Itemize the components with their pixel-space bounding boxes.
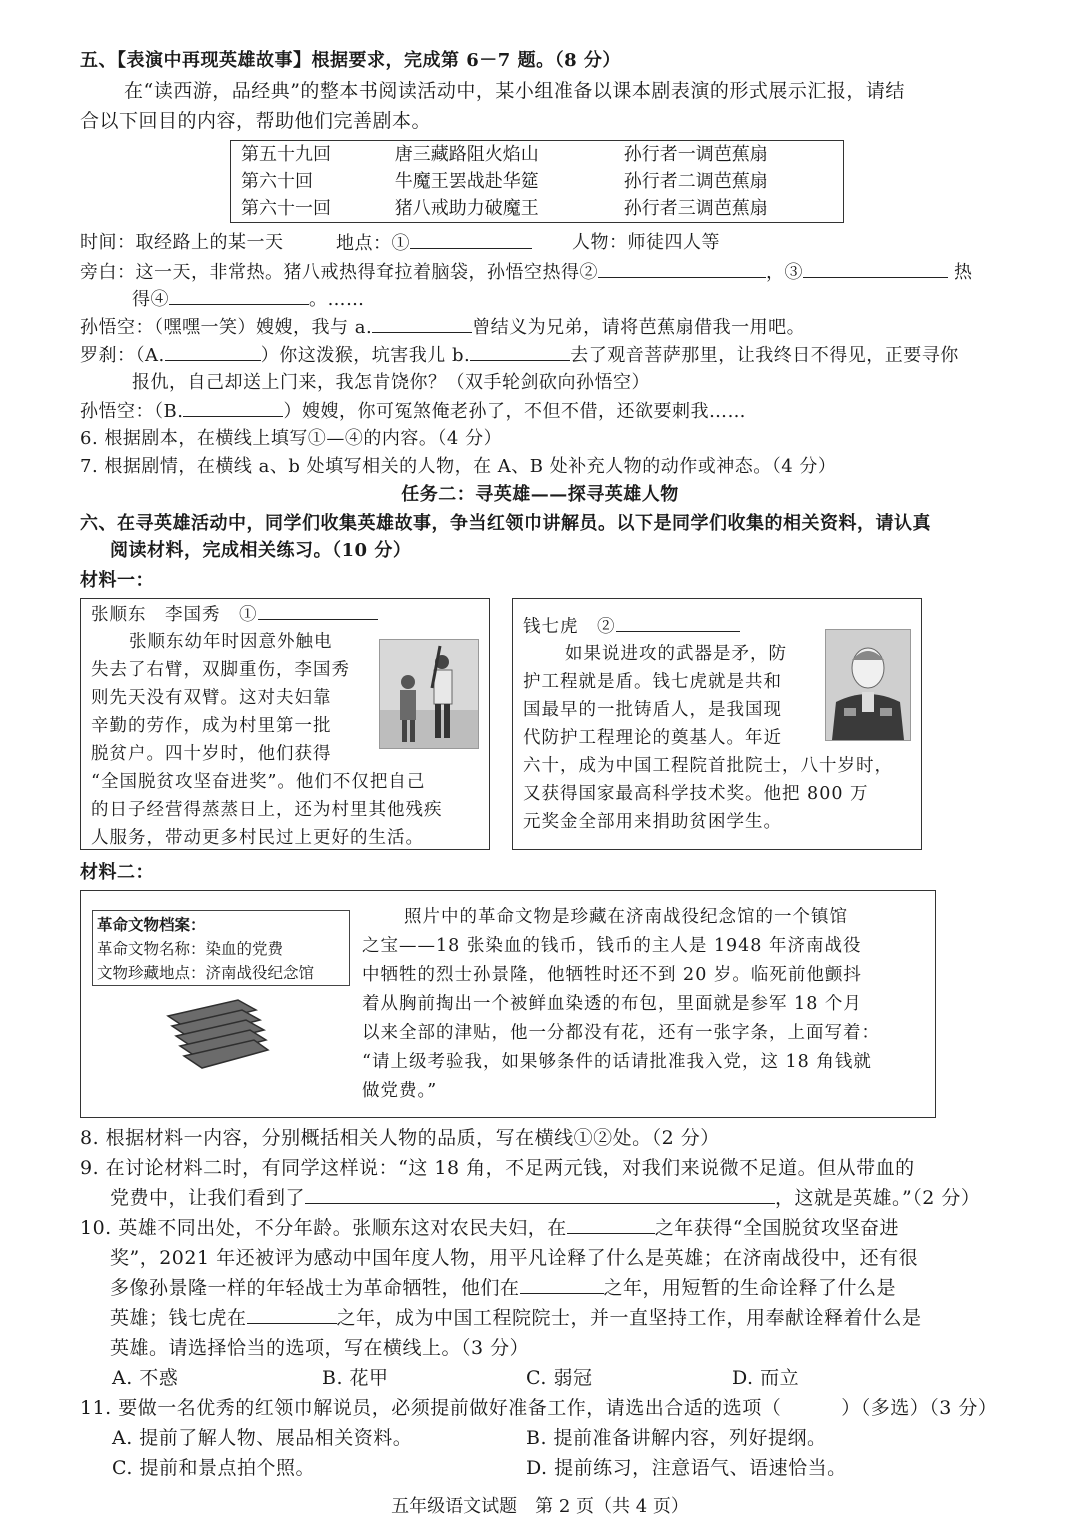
answer-blank[interactable] (470, 342, 570, 361)
archive-place: 文物珍藏地点：济南战役纪念馆 (97, 964, 315, 982)
answer-blank[interactable] (165, 342, 261, 361)
text: 党费中，让我们看到了 (110, 1187, 306, 1209)
mat2-line: 之宝——18 张染血的钱币，钱币的主人是 1948 年济南战役 (362, 936, 862, 956)
answer-blank[interactable] (169, 286, 309, 305)
chapter-a: 牛魔王罢战赴华筵 (394, 171, 539, 192)
text: ）你这泼猴，坑害我儿 b. (260, 345, 471, 366)
text: 罗刹：（A. (80, 345, 165, 366)
mat2-line: 中牺牲的烈士孙景隆，他牺牲时还不到 20 岁。临死前他颤抖 (362, 965, 862, 985)
script-time: 时间：取经路上的某一天 (80, 232, 284, 253)
archive-title: 革命文物档案： (97, 915, 206, 934)
farmers-photo (379, 639, 479, 749)
answer-blank[interactable] (410, 230, 532, 249)
place-label: 地点：① (336, 233, 410, 254)
chapter-a: 猪八戒助力破魔王 (394, 198, 539, 219)
task-2-title: 任务二：寻英雄——探寻英雄人物 (401, 484, 679, 505)
portrait-photo (825, 629, 911, 741)
q11-option-b[interactable]: B. 提前准备讲解内容，列好提纲。 (526, 1427, 827, 1449)
answer-blank[interactable] (598, 259, 766, 278)
text: 曾结义为兄弟，请将芭蕉扇借我一用吧。 (472, 317, 806, 338)
text: 之年，成为中国工程院院士，并一直坚持工作，用奉献诠释着什么是 (336, 1307, 922, 1329)
luocha-line-2: 报仇，自己却送上门来，我怎肯饶你？（双手轮剑砍向孙悟空） (132, 372, 650, 393)
answer-blank[interactable] (258, 601, 378, 620)
script-people: 人物：师徒四人等 (572, 232, 720, 253)
question-10-line-4 (110, 1305, 922, 1331)
text: ）（多选）（3 分） (841, 1397, 998, 1419)
mat2-line: 做党费。” (362, 1081, 438, 1101)
box2-line: 如果说进攻的武器是矛，防 (565, 644, 787, 664)
answer-blank[interactable] (183, 398, 283, 417)
chapter-b: 孙行者二调芭蕉扇 (623, 171, 768, 192)
text: 之年获得“全国脱贫攻坚奋进 (654, 1217, 899, 1239)
text: 10. 英雄不同出处，不分年龄。张顺东这对农民夫妇，在 (80, 1217, 567, 1239)
table-row (231, 168, 844, 195)
question-10-line-5: 英雄。请选择恰当的选项，写在横线上。（3 分） (110, 1337, 530, 1359)
answer-blank[interactable] (247, 1305, 337, 1324)
q6-heading-2: 阅读材料，完成相关练习。（10 分） (110, 540, 412, 561)
q11-option-d[interactable]: D. 提前练习，注意语气、语速恰当。 (526, 1457, 847, 1479)
chapter-no: 第六十一回 (241, 198, 331, 219)
material-1-box-qian (512, 598, 922, 850)
q10-option-b[interactable]: B. 花甲 (322, 1367, 389, 1389)
question-10-line-1 (80, 1215, 899, 1241)
text: ）嫂嫂，你可冤煞俺老孙了，不但不借，还欲要刺我…… (283, 401, 746, 422)
material-1-box-zhang (80, 598, 490, 850)
q5-intro-2: 合以下回目的内容，帮助他们完善剧本。 (80, 110, 432, 132)
q6-heading-1: 六、在寻英雄活动中，同学们收集英雄故事，争当红领巾讲解员。以下是同学们收集的相关资料，请认真 (80, 513, 931, 534)
q11-option-c[interactable]: C. 提前和景点拍个照。 (112, 1457, 315, 1479)
table-row (231, 195, 844, 223)
answer-blank[interactable] (803, 259, 948, 278)
script-place (336, 230, 532, 257)
question-10-line-3 (110, 1275, 896, 1301)
box1-title (91, 601, 378, 630)
q10-option-a[interactable]: A. 不惑 (112, 1367, 179, 1389)
chapter-b: 孙行者一调芭蕉扇 (623, 144, 768, 165)
mat2-line: 以来全部的津贴，他一分都没有花，还有一张字条，上面写着： (362, 1023, 880, 1043)
archive-name: 革命文物名称：染血的党费 (97, 940, 284, 958)
question-9-line-2 (110, 1185, 980, 1211)
box1-line: 人服务，带动更多村民过上更好的生活。 (91, 828, 424, 848)
box2-line: 护工程就是盾。钱七虎就是共和 (523, 672, 782, 692)
table-row (231, 141, 844, 169)
text: 热 (954, 262, 973, 283)
box2-line: 国最早的一批铸盾人，是我国现 (523, 700, 782, 720)
text: 之年，用短暂的生命诠释了什么是 (603, 1277, 897, 1299)
narration-line-2 (132, 286, 365, 313)
luocha-line-1 (80, 342, 959, 369)
text: 得④ (132, 289, 169, 310)
blood-stained-coins-photo (160, 994, 272, 1074)
box1-line: 失去了右臂，双脚重伤，李国秀 (91, 660, 350, 680)
chapter-a: 唐三藏路阻火焰山 (394, 144, 539, 165)
material-2-label: 材料二： (80, 862, 154, 883)
artifact-archive-card (92, 910, 350, 986)
mat2-line: 着从胸前掏出一个被鲜血染透的布包，里面就是参军 18 个月 (362, 994, 862, 1014)
mat2-line: 照片中的革命文物是珍藏在济南战役纪念馆的一个镇馆 (404, 907, 848, 927)
q10-option-d[interactable]: D. 而立 (732, 1367, 800, 1389)
box2-line: 又获得国家最高科学技术奖。他把 800 万 (523, 784, 869, 804)
question-7: 7. 根据剧情，在横线 a、b 处填写相关的人物，在 A、B 处补充人物的动作或神态。（4 分） (80, 456, 837, 477)
box2-line: 六十，成为中国工程院首批院士，八十岁时， (523, 756, 893, 776)
mat2-line: “请上级考验我，如果够条件的话请批准我入党，这 18 角钱就 (362, 1052, 872, 1072)
question-9-line-1: 9. 在讨论材料二时，有同学这样说：“这 18 角，不足两元钱，对我们来说微不足道。但从带血的 (80, 1157, 915, 1179)
question-11 (80, 1395, 997, 1421)
answer-blank[interactable] (567, 1215, 655, 1234)
sun-line-2 (80, 398, 746, 425)
page-footer: 五年级语文试题 第 2 页（共 4 页） (391, 1496, 689, 1517)
box2-title (523, 613, 740, 642)
chapter-b: 孙行者三调芭蕉扇 (623, 198, 768, 219)
answer-blank[interactable] (372, 314, 472, 333)
q10-option-c[interactable]: C. 弱冠 (526, 1367, 593, 1389)
text: 去了观音菩萨那里，让我终日不得见，正要寻你 (570, 345, 959, 366)
box1-line: 的日子经营得蒸蒸日上，还为村里其他残疾 (91, 800, 443, 820)
answer-blank[interactable] (520, 1275, 604, 1294)
question-8: 8. 根据材料一内容，分别概括相关人物的品质，写在横线①②处。（2 分） (80, 1127, 720, 1149)
box1-line: 辛勤的劳作，成为村里第一批 (91, 716, 332, 736)
box1-line: 脱贫户。四十岁时，他们获得 (91, 744, 332, 764)
text: 旁白：这一天，非常热。猪八戒热得耷拉着脑袋，孙悟空热得② (80, 262, 598, 283)
text: 英雄；钱七虎在 (110, 1307, 247, 1329)
text: ，这就是英雄。”（2 分） (775, 1187, 981, 1209)
text: 张顺东 李国秀 ① (91, 605, 258, 625)
answer-blank[interactable] (305, 1185, 775, 1204)
question-10-line-2: 奖”，2021 年还被评为感动中国年度人物，用平凡诠释了什么是英雄；在济南战役中，还有很 (110, 1247, 919, 1269)
q5-heading: 五、【表演中再现英雄故事】根据要求，完成第 6－7 题。（8 分） (80, 50, 621, 71)
chapter-no: 第六十回 (241, 171, 313, 192)
box2-line: 元奖金全部用来捐助贫困学生。 (523, 812, 782, 832)
q11-option-a[interactable]: A. 提前了解人物、展品相关资料。 (112, 1427, 413, 1449)
box1-line: 张顺东幼年时因意外触电 (129, 632, 333, 652)
text: 钱七虎 ② (523, 617, 616, 637)
text: 孙悟空：（嘿嘿一笑）嫂嫂，我与 a. (80, 317, 373, 338)
text: 11. 要做一名优秀的红领巾解说员，必须提前做好准备工作，请选出合适的选项（ (80, 1397, 782, 1419)
question-6: 6. 根据剧本，在横线上填写①—④的内容。（4 分） (80, 428, 503, 449)
box1-line: “全国脱贫攻坚奋进奖”。他们不仅把自己 (91, 772, 426, 792)
sun-line-1 (80, 314, 805, 341)
q5-intro-1: 在“读西游，品经典”的整本书阅读活动中，某小组准备以课本剧表演的形式展示汇报，请结 (124, 80, 905, 102)
box2-line: 代防护工程理论的奠基人。年近 (523, 728, 782, 748)
answer-blank[interactable] (616, 613, 740, 632)
text: 。…… (309, 289, 365, 310)
chapter-table (230, 140, 844, 223)
chapter-no: 第五十九回 (241, 144, 331, 165)
text: ，③ (766, 262, 803, 283)
material-1-label: 材料一： (80, 570, 154, 591)
text: 孙悟空：（B. (80, 401, 184, 422)
box1-line: 则先天没有双臂。这对夫妇靠 (91, 688, 332, 708)
text: 多像孙景隆一样的年轻战士为革命牺牲，他们在 (110, 1277, 520, 1299)
narration-line-1 (80, 259, 973, 286)
